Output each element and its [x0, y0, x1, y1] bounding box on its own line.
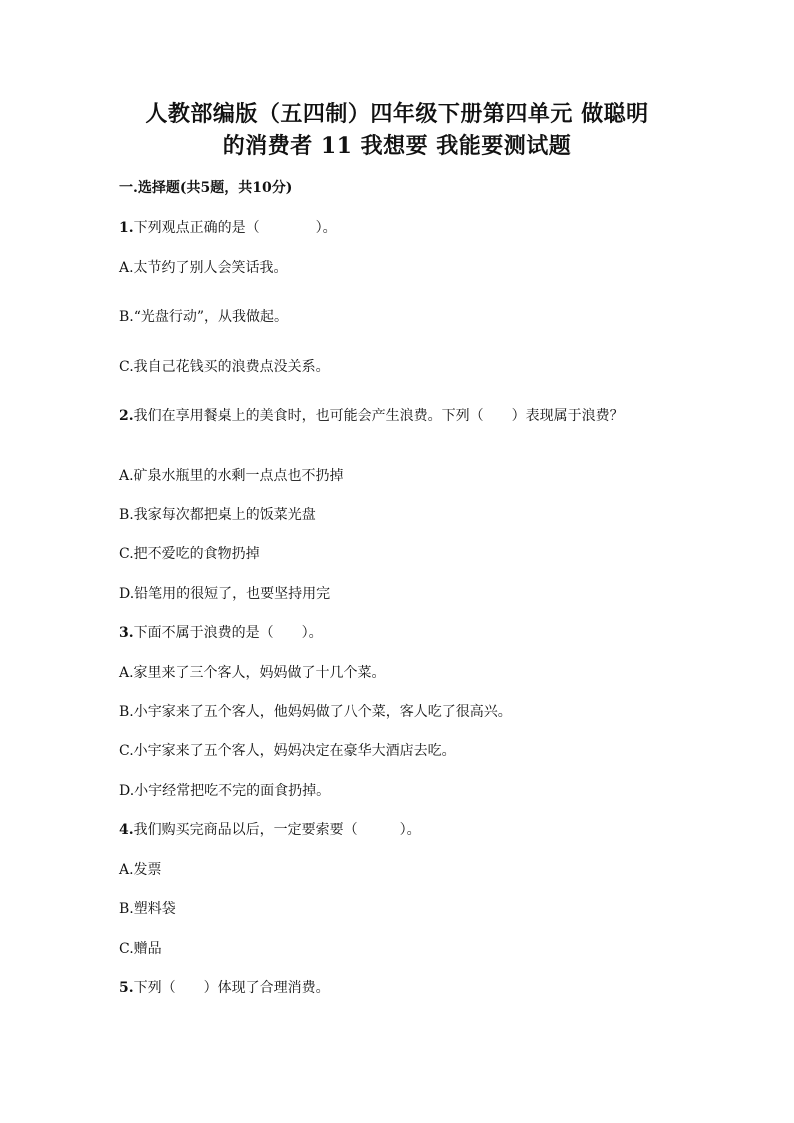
- title-line-2: 的消费者 11 我想要 我能要测试题: [222, 133, 572, 159]
- question-text: 我们购买完商品以后，一定要索要（ ）。: [133, 822, 421, 838]
- question-3-option-b: B.小宇家来了五个客人，他妈妈做了八个菜，客人吃了很高兴。: [119, 704, 512, 720]
- document-title: [100, 98, 694, 162]
- question-4-option-a: A.发票: [119, 862, 162, 878]
- question-number: 4.: [119, 822, 134, 838]
- question-text: 我们在享用餐桌上的美食时，也可能会产生浪费。下列（ ）表现属于浪费？: [133, 408, 624, 424]
- question-2-option-b: B.我家每次都把桌上的饭菜光盘: [119, 507, 316, 523]
- question-number: 3.: [119, 625, 134, 641]
- question-2-option-c: C.把不爱吃的食物扔掉: [119, 546, 260, 562]
- title-line-1: 人教部编版（五四制）四年级下册第四单元 做聪明: [145, 101, 649, 127]
- question-1-option-c: C.我自己花钱买的浪费点没关系。: [119, 359, 330, 375]
- question-3-option-a: A.家里来了三个客人，妈妈做了十几个菜。: [119, 665, 386, 681]
- question-1-option-b: B.“光盘行动”，从我做起。: [119, 309, 289, 325]
- question-5: [119, 979, 330, 997]
- question-4-option-b: B.塑料袋: [119, 901, 176, 917]
- question-1: [119, 219, 337, 237]
- question-number: 1.: [119, 220, 134, 236]
- question-4-option-c: C.赠品: [119, 941, 162, 957]
- question-number: 5.: [119, 980, 134, 996]
- question-2: [119, 406, 671, 426]
- question-2-option-a: A.矿泉水瓶里的水剩一点点也不扔掉: [119, 468, 344, 484]
- question-1-option-a: A.太节约了别人会笑话我。: [119, 260, 288, 276]
- question-text: 下面不属于浪费的是（ ）。: [133, 625, 323, 641]
- question-text: 下列观点正确的是（ ）。: [133, 220, 337, 236]
- question-4: [119, 821, 421, 839]
- question-number: 2.: [119, 408, 134, 424]
- question-3: [119, 624, 323, 642]
- question-text: 下列（ ）体现了合理消费。: [133, 980, 330, 996]
- question-3-option-d: D.小宇经常把吃不完的面食扔掉。: [119, 783, 331, 799]
- question-3-option-c: C.小宇家来了五个客人，妈妈决定在豪华大酒店去吃。: [119, 743, 456, 759]
- question-2-option-d: D.铅笔用的很短了，也要坚持用完: [119, 586, 331, 602]
- section-heading: 一.选择题(共5题，共10分): [119, 180, 293, 196]
